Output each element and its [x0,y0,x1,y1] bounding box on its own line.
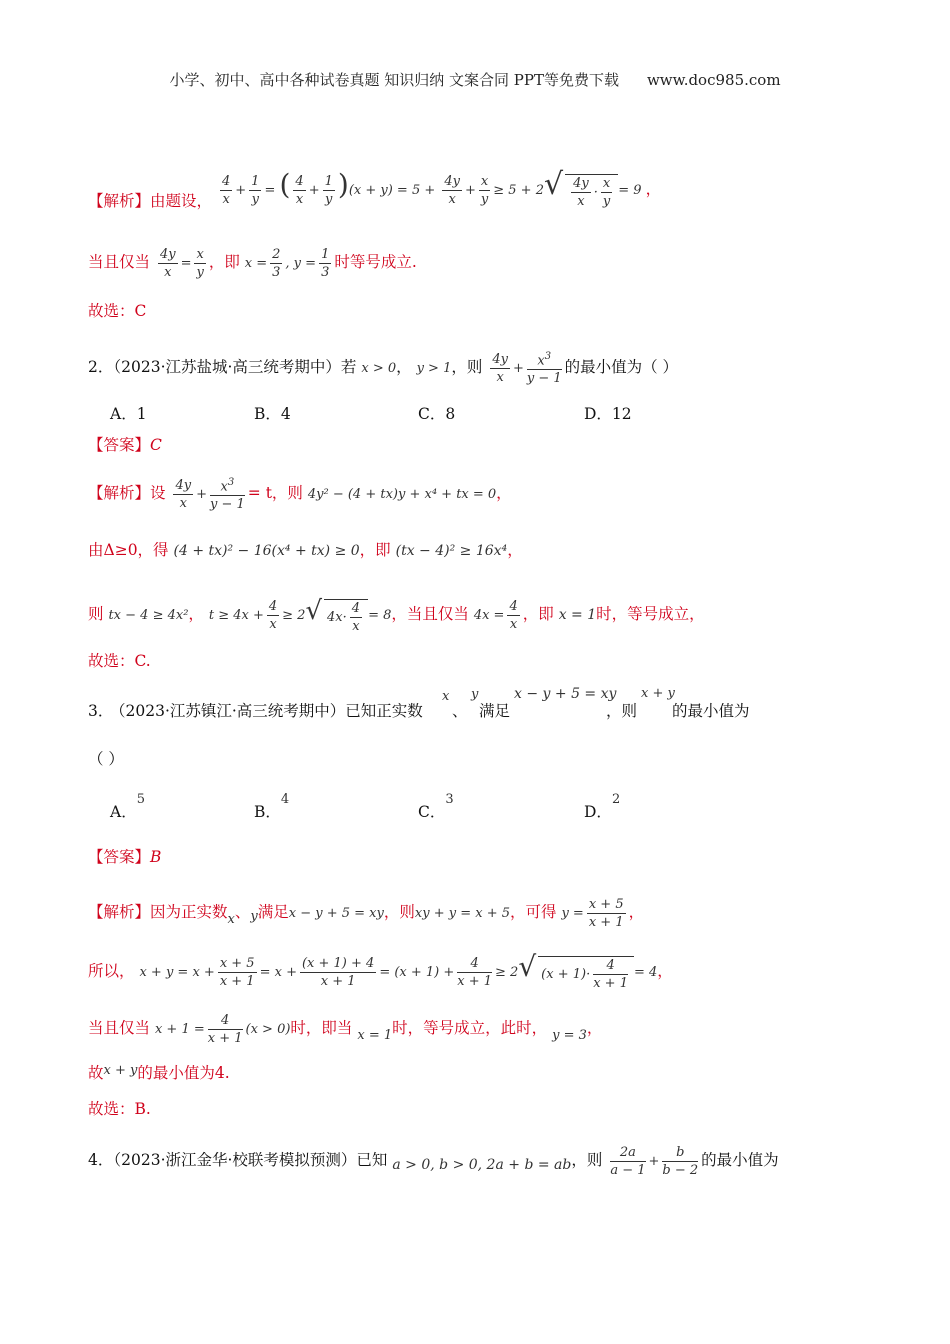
q3-s1e: ，可得 [510,903,557,921]
q4-stem: 4．（2023·浙江金华·校联考模拟预测）已知 a > 0, b > 0, 2a + b = ab，则 $\frac{2a}{a - 1}$ + $\frac{b}{b - 2}$ 的最小值为 [88,1145,779,1178]
q2-s1: 设 [150,484,166,503]
page-header [0,69,950,90]
equality-suffix: 时等号成立. [334,253,417,271]
q2-source: （2023·江苏盐城·高三统考期中）若 [113,358,357,377]
q3-jiexi-4: 故$^{x + y}$的最小值为4. [88,1063,230,1082]
q3-s3b: 时，即当 [290,1019,353,1037]
q2-s2eq2: (tx − 4)² ≥ 16x⁴ [395,543,508,559]
q2-option-c[interactable]: C．8 [418,405,456,423]
q4-ask: 的最小值为 [701,1151,779,1169]
q2-ze: ，则 [451,358,483,377]
q3-answer [88,850,890,866]
q1-equality: 当且仅当 $\frac{4y}{x}$ = $\frac{x}{y}$ ，即 x = $\frac{2}{3}$ , y = $\frac{1}{3}$ 时等号成立. [88,247,417,280]
opt-val: 3 [445,792,454,807]
q3-s1eq2: xy + y = x + 5 [414,906,510,921]
q1-guxuan: 故选：C [88,302,147,320]
q3-jiexi-1: 【解析】因为正实数$_x$、y满足x − y + 5 = xy，则xy + y = x + 5，可得 y = $\frac{x + 5}{x + 1}$ ， [88,897,645,930]
answer-tag: 【答案】 [88,848,151,866]
q2-s2a: 由 [88,541,104,559]
q2-cond-y: y > 1 [416,361,452,377]
opt-val: 5 [136,792,145,807]
q3-guxuan: 故选：B. [88,1100,151,1118]
opt-label: C． [418,803,446,821]
q3-s1: 因为正实数 [150,903,228,921]
q2-jiexi-2: 由Δ≥0，得 (4 + tx)² − 16(x⁴ + tx) ≥ 0，即 (tx − 4)² ≥ 16x⁴， [88,541,523,559]
q2-s2b: Δ≥0，得 [103,541,169,559]
q2-option-a[interactable]: A．1 [110,405,147,423]
answer-tag: 【答案】 [88,436,151,454]
opt-label: B． [254,803,281,821]
q3-s1-cond: x − y + 5 = xy [288,906,384,921]
opt-val: 2 [611,792,621,807]
q3-jiexi-3: 当且仅当 x + 1 = $\frac{4}{x + 1}$ (x > 0)时，即当 $_{x = 1}$时，等号成立，此时， $_{y = 3}$， [88,1013,603,1046]
q3-s4a: 故 [88,1064,104,1082]
q3-s1c: 满足 [257,903,289,921]
q2-jiexi-3: 则 tx − 4 ≥ 4x²， t ≥ 4x + $\frac{4}{x}$ ≥ 2√ 4x· $\frac{4}{x}$ = 8，当且仅当 4x = $\frac{4}{x}$ ，即 x = 1时，等号成立， [88,596,705,634]
q3-ask: 的最小值为 [672,702,750,720]
q4-number: 4． [88,1151,114,1169]
q3-mid1: 、 [452,702,468,720]
q3-stem: 3． （2023·江苏镇江·高三统考期中）已知正实数 x 、 y 满足 x − y + 5 = xy ，则 x + y 的最小值为 [88,686,750,720]
q2-ask: 的最小值为（ ） [564,358,679,377]
q1-jiexi: 【解析】由题设， $\frac{4}{x}$ + $\frac{1}{y}$ = ( $\frac{4}{x}$ + $\frac{1}{y}$ )(x + y) = 5 + $\frac{4y}{x}$ + $\frac{x}{y}$ ≥ 5 + 2√ $\frac{4y}{x}$ · $\frac{x}{y}$ = 9 ， [88,167,662,210]
header-url[interactable]: www.doc985.com [646,71,781,89]
q3-cond: x − y + 5 = xy [514,686,617,702]
q3-s3eq: y = 3 [552,1028,587,1043]
q3-source: （2023·江苏镇江·高三统考期中）已知正实数 [110,702,423,720]
opt-label: A． [110,803,137,821]
jiexi-tag: 【解析】 [88,484,151,503]
q2-answer [88,438,890,454]
q3-s3a: 当且仅当 [88,1019,151,1037]
q3-option-d[interactable] [584,792,621,822]
q3-s1b: 、 [234,903,251,921]
q3-jiexi-2: 所以， x + y = x + $\frac{x + 5}{x + 1}$ = x + $\frac{(x + 1) + 4}{x + 1}$ = (x + 1) + $\frac{4}{x + 1}$ ≥ 2√ (x + 1)· $\frac{4}{x + 1}$ = 4， [88,950,673,991]
q4-source: （2023·浙江金华·校联考模拟预测）已知 [113,1151,388,1169]
q2-s3a: 则 [88,605,104,623]
q3-mid2: 满足 [479,702,511,720]
q3-option-c[interactable] [418,792,454,822]
opt-val: 4 [280,792,290,807]
q2-cond-x: x > 0 [361,361,397,377]
q2-guxuan: 故选：C. [88,652,151,670]
q2-s3d: 时，等号成立， [596,605,705,623]
q2-s1b: = t，则 [247,484,303,503]
q2-stem: 2．（2023·江苏盐城·高三统考期中）若 x > 0， y > 1，则 $\frac{4y}{x}$ + $\frac{x^3}{y - 1}$ 的最小值为（ ） [88,351,679,387]
q2-option-b[interactable]: B．4 [254,405,291,423]
answer-value: B [150,848,162,866]
q3-s2: 所以， [88,962,135,980]
jiexi-tag: 【解析】 [88,192,151,210]
equality-mid: ，即 [208,253,240,271]
q2-s3eq4: x = 1 [558,607,597,623]
q3-option-b[interactable] [254,792,290,822]
answer-value: C [150,436,162,454]
q4-cond: a > 0, b > 0, 2a + b = ab [392,1157,572,1173]
q2-s1eq: 4y² − (4 + tx)y + x⁴ + tx = 0 [307,487,497,503]
q3-number: 3． [88,702,114,720]
q3-option-a[interactable] [110,792,145,822]
q2-s3eq: tx − 4 ≥ 4x² [108,608,189,623]
q2-number: 2． [88,358,114,377]
q2-option-d[interactable]: D．12 [584,405,632,423]
jiexi-tag: 【解析】 [88,903,151,921]
q3-s4c: 4. [214,1064,230,1082]
q3-ze: ，则 [606,702,638,720]
equality-prefix: 当且仅当 [88,253,151,271]
header-text: 小学、初中、高中各种试卷真题 知识归纳 文案合同 PPT等免费下载 [169,71,619,89]
q3-s4b: 的最小值为 [137,1064,215,1082]
q2-s2c: ，即 [359,541,391,559]
q3-s3c: 时，等号成立，此时， [392,1019,548,1037]
jiexi-prefix: 由题设， [150,192,213,210]
opt-label: D． [584,803,612,821]
q2-s3c: ，即 [522,605,554,623]
q2-s2eq: (4 + tx)² − 16(x⁴ + tx) ≥ 0 [173,543,360,559]
q2-jiexi-1: 【解析】设 $\frac{4y}{x}$ + $\frac{x^3}{y - 1}$ = t，则 4y² − (4 + tx)y + x⁴ + tx = 0， [88,477,512,513]
q4-ze: ，则 [571,1151,603,1169]
q3-paren: （ ） [88,750,124,768]
q3-s1d: ，则 [383,903,415,921]
q2-s3b: ，当且仅当 [391,605,469,623]
